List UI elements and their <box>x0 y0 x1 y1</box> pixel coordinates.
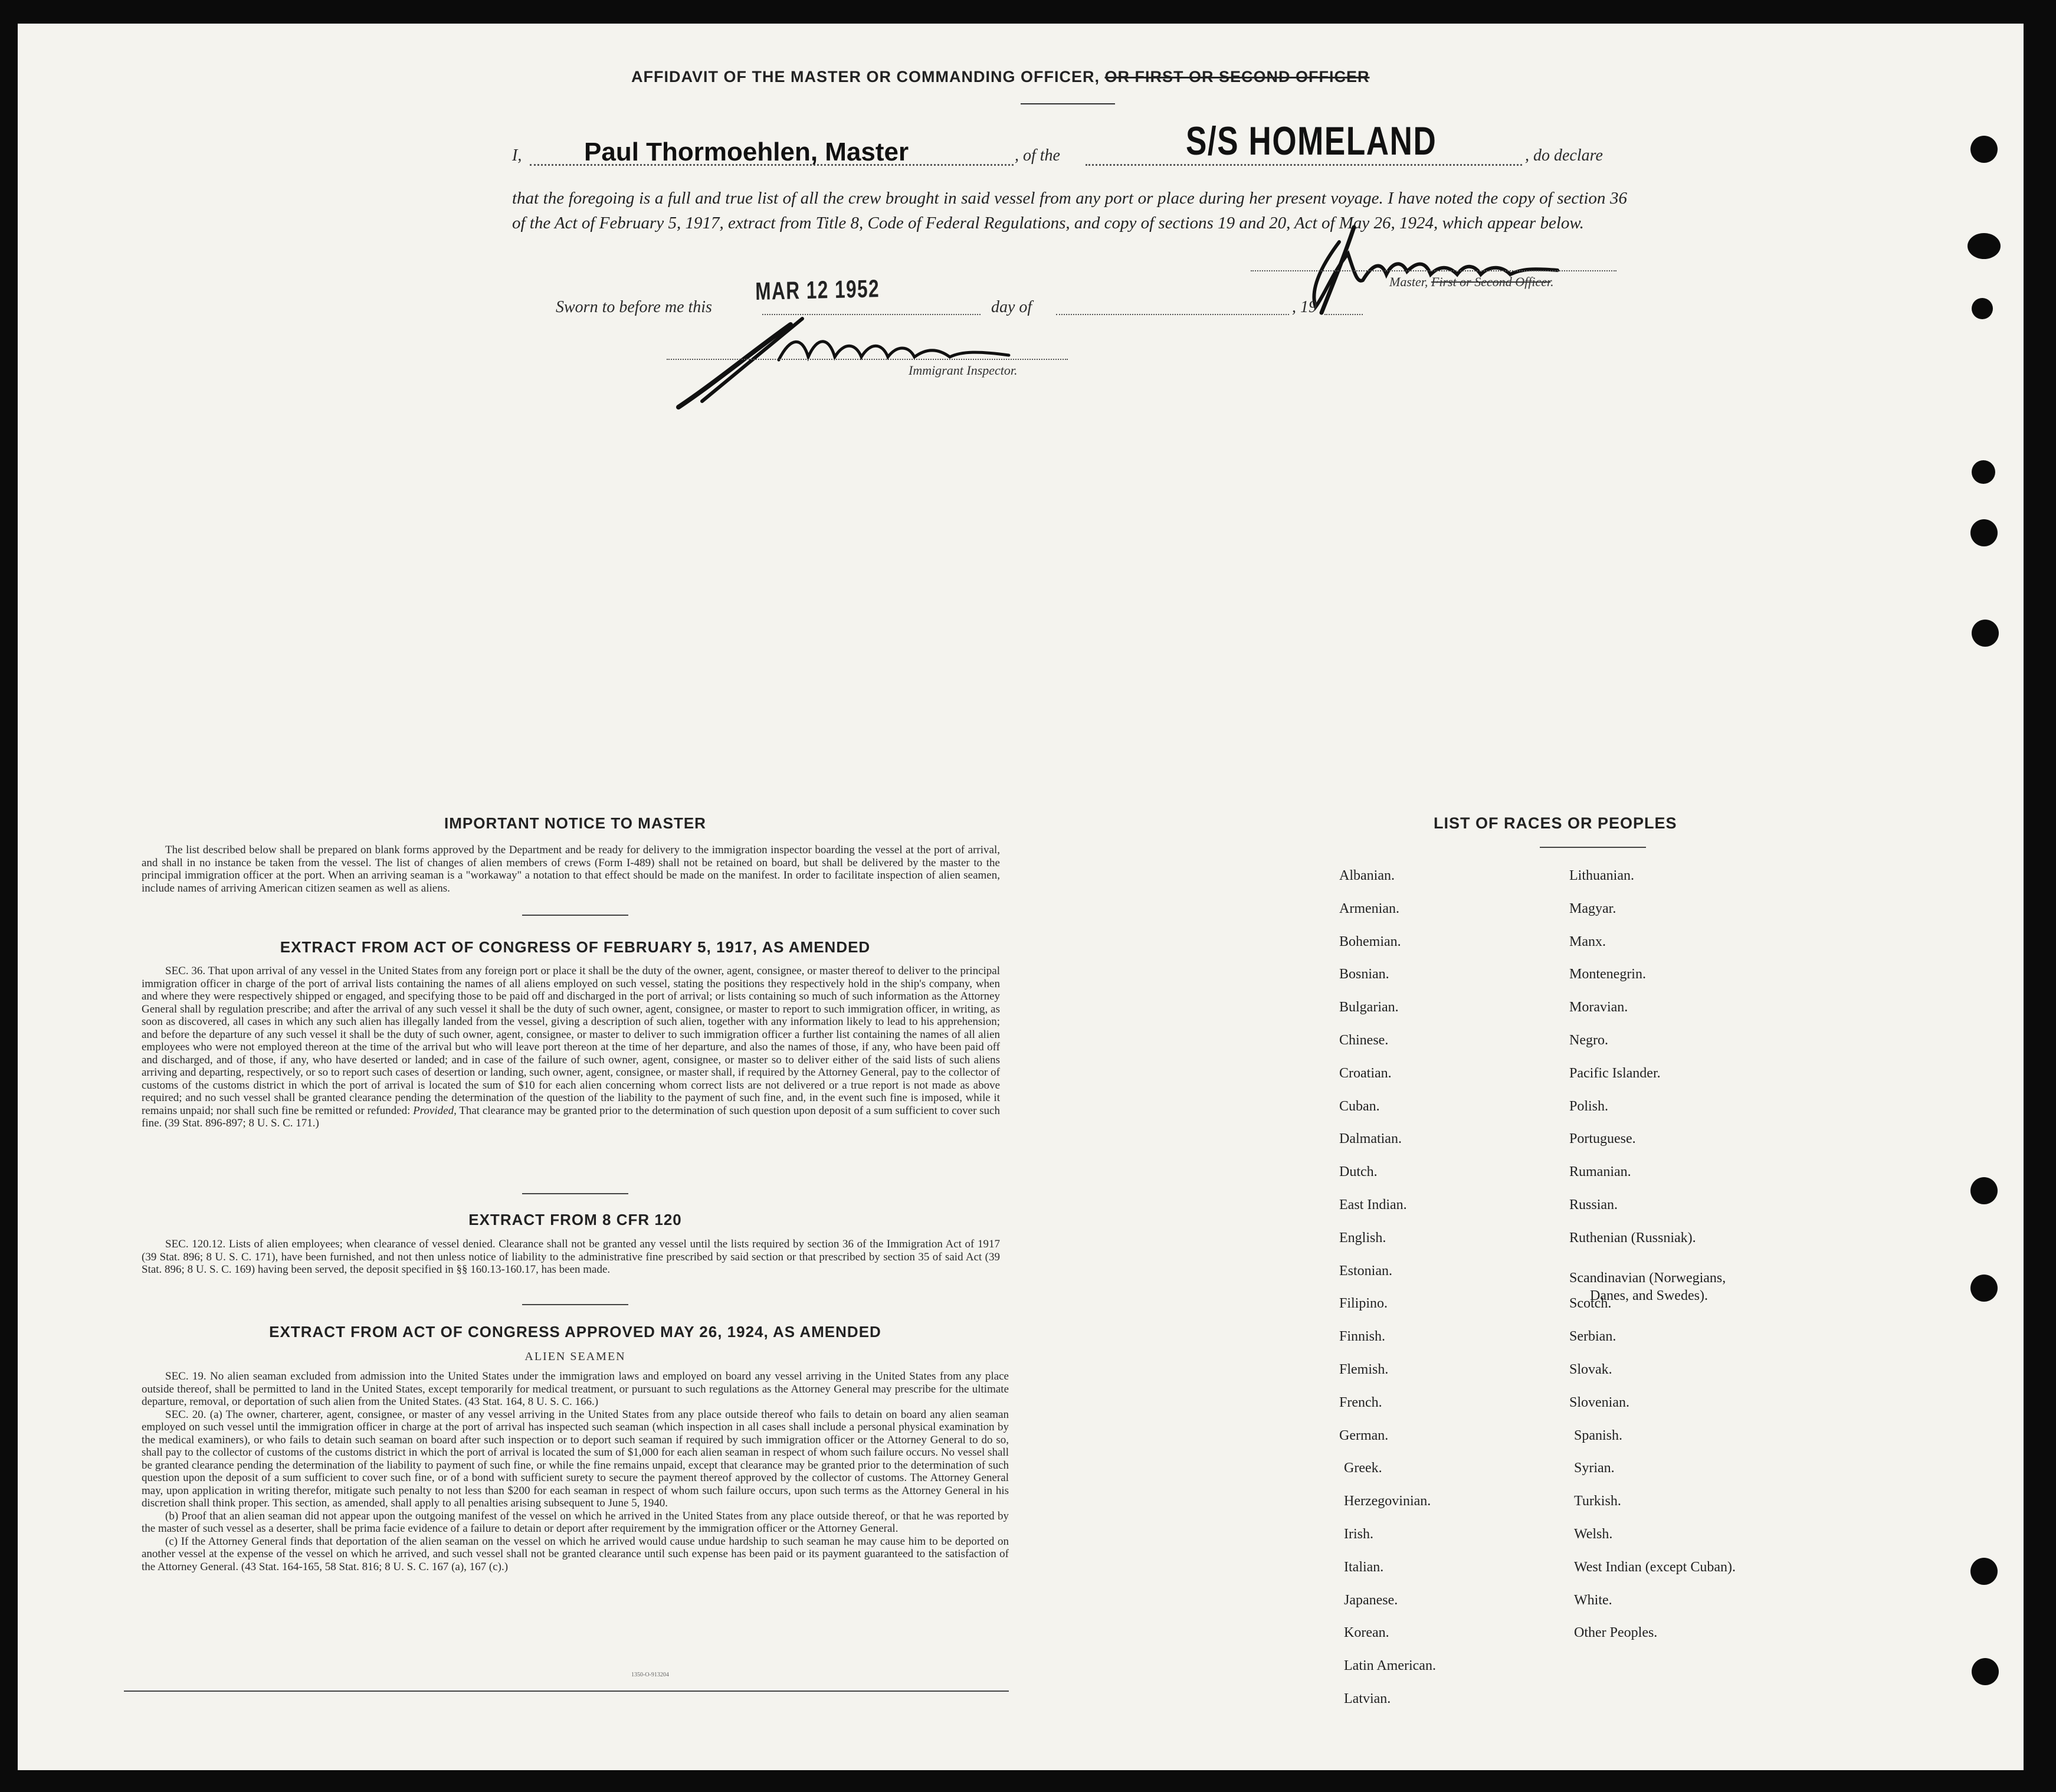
race-item: Irish. <box>1344 1526 1373 1542</box>
race-item: Spanish. <box>1574 1427 1623 1443</box>
race-item: Polish. <box>1569 1098 1609 1114</box>
divider <box>522 915 628 916</box>
race-item: Ruthenian (Russniak). <box>1569 1230 1696 1246</box>
master-sig-label: Master, First or Second Officer. <box>1389 274 1554 289</box>
race-item: Cuban. <box>1339 1098 1380 1114</box>
race-item: Bosnian. <box>1339 967 1389 982</box>
race-item: West Indian (except Cuban). <box>1574 1559 1736 1575</box>
punch-hole <box>1972 298 1993 319</box>
race-item: Pacific Islander. <box>1569 1065 1661 1081</box>
notice-text: The list described below shall be prepared on blank forms approved by the Department and be ready for delivery to the immigration inspector boarding the vessel at the port of arrival, and shall in no instance be taken from the vessel. The list of changes of alien members of crews (Form I-489) shall not be retained on board, but shall be delivered by the master to the principal immigration officer at the port. When an arriving seaman is a "workaway" a notation to that effect should be made on the manifest. In order to facilitate inspection of alien seamen, include names of arriving American citizen seamen as well as aliens. <box>142 844 1000 895</box>
punch-hole <box>1970 1558 1998 1585</box>
race-item: Italian. <box>1344 1559 1384 1575</box>
i-prefix: I, <box>512 146 522 165</box>
month-line <box>1056 314 1289 315</box>
race-item: Latin American. <box>1344 1658 1436 1674</box>
master-signature <box>1298 218 1593 319</box>
of-the-text: , of the <box>1015 146 1060 165</box>
race-item: Serbian. <box>1569 1329 1616 1345</box>
day-of-text: day of <box>991 298 1032 316</box>
extract-1917-heading: EXTRACT FROM ACT OF CONGRESS OF FEBRUARY 5, 1917, AS AMENDED <box>280 938 871 956</box>
race-item: Welsh. <box>1574 1526 1613 1542</box>
race-item: Scotch. <box>1569 1296 1612 1312</box>
race-item: Bohemian. <box>1339 933 1401 949</box>
race-item: Syrian. <box>1574 1460 1615 1476</box>
race-item: Lithuanian. <box>1569 868 1634 883</box>
do-declare-text: , do declare <box>1525 146 1603 165</box>
divider <box>522 1304 628 1305</box>
master-sig-line <box>1251 270 1616 271</box>
race-item: Chinese. <box>1339 1033 1389 1048</box>
ship-name: S/S HOMELAND <box>1186 119 1437 163</box>
vessel-line <box>1086 164 1522 166</box>
document-page <box>18 24 2024 1770</box>
extract-1917-text: SEC. 36. That upon arrival of any vessel in the United States from any foreign port or place it shall be the duty of the owner, agent, consignee, or master thereof to deliver to the principal immigration officer in charge of the port of arrival lists containing the names of all aliens employed on such vessel, stating the positions they respectively hold in the ship's company, when and where they were respectively shipped or engaged, and specifying those to be paid off and discharged in the port of arrival; or lists containing so much of such information as the Attorney General shall by regulation prescribe; and after the arrival of any such vessel it shall be the duty of such owner, agent, consignee, or master to report to such immigration officer, in writing, as soon as discovered, all cases in which any such alien has illegally landed from the vessel, giving a description of such alien, together with any information likely to lead to his apprehension; and before the departure of any such vessel it shall be the duty of such owner, agent, consignee, or master to deliver to such immigration officer a further list containing the names of all alien employees who were not employed thereon at the time of the arrival but who will leave port thereon at the time of her departure, and also the names of those, if any, who have been paid off and discharged, and of those, if any, who have deserted or landed; and in case of the failure of such owner, agent, consignee, or master so to deliver either of the said lists of such aliens arriving and departing, respectively, or so to report such cases of desertion or landing, such owner, agent, consignee, or master shall, if required by the Attorney General, pay to the collector of customs of the customs district in which the port of arrival is located the sum of $10 for each alien concerning whom correct lists are not delivered or a true report is not made as above required; and no such vessel shall be granted clearance pending the determination of the question of the liability to the payment of such fine, and, in the event such fine is imposed, while it remains unpaid; nor shall such fine be remitted or refunded: Provided, That clearance may be granted prior to the determination of such question upon deposit of a sum sufficient to cover such fine. (39 Stat. 896-897; 8 U. S. C. 171.) <box>142 965 1000 1129</box>
race-item: East Indian. <box>1339 1197 1407 1213</box>
race-item: Dutch. <box>1339 1164 1378 1180</box>
race-item: Danes, and Swedes). <box>1590 1288 1708 1303</box>
race-item: Bulgarian. <box>1339 1000 1399 1015</box>
race-item: Dalmatian. <box>1339 1131 1402 1147</box>
race-item: Flemish. <box>1339 1362 1389 1377</box>
cfr-text: SEC. 120.12. Lists of alien employees; when clearance of vessel denied. Clearance shall not be granted any vessel until the lists required by section 36 of the Immigration Act of 1917 (39 Stat. 896; 8 U. S. C. 171), have been furnished, and not then unless notice of liability to the administrative fine prescribed by said section or that prescribed by section 35 of said Act (39 Stat. 896; 8 U. S. C. 169) having been served, the deposit specified in §§ 160.13-160.17, has been made. <box>142 1238 1000 1276</box>
race-item: Finnish. <box>1339 1329 1386 1345</box>
punch-hole <box>1970 1275 1998 1302</box>
punch-hole <box>1968 233 2001 259</box>
punch-hole <box>1970 519 1998 546</box>
races-heading: LIST OF RACES OR PEOPLES <box>1434 814 1677 832</box>
inspector-label: Immigrant Inspector. <box>909 363 1018 378</box>
race-item: White. <box>1574 1592 1612 1608</box>
race-item: Latvian. <box>1344 1691 1391 1706</box>
race-item: Other Peoples. <box>1574 1625 1658 1641</box>
bottom-rule <box>124 1691 1009 1692</box>
race-item: Albanian. <box>1339 868 1395 883</box>
race-item: Moravian. <box>1569 1000 1628 1015</box>
race-item: Herzegovinian. <box>1344 1493 1431 1509</box>
divider <box>522 1193 628 1194</box>
race-item: Filipino. <box>1339 1296 1388 1312</box>
race-item: Portuguese. <box>1569 1131 1636 1147</box>
alien-seamen-subheading: ALIEN SEAMEN <box>524 1350 626 1363</box>
race-item: Croatian. <box>1339 1065 1392 1081</box>
race-item: Japanese. <box>1344 1592 1398 1608</box>
race-item: German. <box>1339 1427 1389 1443</box>
race-item: Armenian. <box>1339 900 1399 916</box>
race-item: Estonian. <box>1339 1263 1392 1279</box>
race-item: French. <box>1339 1394 1382 1410</box>
punch-hole <box>1972 460 1995 484</box>
race-item: Korean. <box>1344 1625 1389 1641</box>
punch-hole <box>1972 1658 1999 1685</box>
notice-heading: IMPORTANT NOTICE TO MASTER <box>444 814 706 832</box>
stamp-date: MAR 12 1952 <box>755 274 880 305</box>
extract-1924-heading: EXTRACT FROM ACT OF CONGRESS APPROVED MAY 26, 1924, AS AMENDED <box>269 1323 881 1341</box>
race-item: English. <box>1339 1230 1386 1246</box>
race-item: Scandinavian (Norwegians, <box>1569 1270 1726 1286</box>
punch-hole <box>1970 1177 1998 1204</box>
inspector-sig-line <box>667 359 1068 360</box>
race-item: Slovenian. <box>1569 1394 1629 1410</box>
race-item: Greek. <box>1344 1460 1382 1476</box>
race-item: Montenegrin. <box>1569 967 1646 982</box>
punch-hole <box>1970 136 1998 163</box>
title-rule <box>1021 103 1115 104</box>
year-line <box>1324 314 1363 315</box>
divider <box>1540 847 1646 848</box>
sworn-text: Sworn to before me this <box>556 298 712 316</box>
affidavit-title: AFFIDAVIT OF THE MASTER OR COMMANDING OFFICER, OR FIRST OR SECOND OFFICER <box>631 68 1370 86</box>
race-item: Magyar. <box>1569 900 1616 916</box>
inspector-signature <box>667 301 1080 419</box>
race-item: Turkish. <box>1574 1493 1621 1509</box>
master-name: Paul Thormoehlen, Master <box>584 137 909 166</box>
cfr-heading: EXTRACT FROM 8 CFR 120 <box>468 1211 682 1228</box>
punch-hole <box>1972 620 1999 647</box>
extract-1924-text: SEC. 19. No alien seaman excluded from admission into the United States under the immigration laws and employed on board any vessel arriving in the United States from any place outside thereof, shall be permitted to land in the United States, except temporarily for medical treatment, or pursuant to such regulations as the Attorney General may prescribe for the ultimate departure, removal, or deportation of such alien from the United States. (43 Stat. 164, 8 U. S. C. 166.) SEC. 20. (a) The owner, charterer, agent, consignee, or master of any vessel arriving in the United States from any place outside thereof who fails to detain on board any alien seaman employed on such vessel until the immigration officer in charge at the port of arrival has inspected such seaman (which inspection in all cases shall include a personal physical examination by the medical examiners), or who fails to detain such seaman on board after such inspection or to deport such seaman if required by such immigration officer or the Attorney General to do so, shall pay to the collector of customs of the customs district in which the port of arrival is located the sum of $1,000 for each alien seaman in respect of whom such failure occurs. No vessel shall be granted clearance pending the determination of the liability to payment of such fine, or while the fine remains unpaid, except that clearance may be granted prior to the determination of such question upon the deposit of a sum sufficient to cover such fine, or of a bond with sufficient surety to secure the payment thereof approved by the collector of customs. The Attorney General may, upon application in writing therefor, mitigate such penalty to not less than $200 for each seaman in respect of whom such failure occurs, upon such terms as the Attorney General in his discretion shall think proper. This section, as amended, shall apply to all penalties arising subsequent to June 5, 1940. (b) Proof that an alien seaman did not appear upon the outgoing manifest of the vessel on which he arrived in the United States from any place outside thereof, or that he was reported by the master of such vessel as a deserter, shall be prima facie evidence of a failure to detain or deport after requirement by the immigration officer or the Attorney General. (c) If the Attorney General finds that deportation of the alien seaman on the vessel on which he arrived would cause undue hardship to such seaman he may cause him to be deported on another vessel at the expense of the vessel on which he arrived, and such vessel shall not be granted clearance until such expense has been paid or its payment guaranteed to the satisfaction of the Attorney General. (43 Stat. 164-165, 58 Stat. 816; 8 U. S. C. 167 (a), 167 (c).) <box>142 1370 1009 1573</box>
race-item: Slovak. <box>1569 1362 1612 1377</box>
year-text: , 19 <box>1292 298 1317 316</box>
race-item: Negro. <box>1569 1033 1608 1048</box>
race-item: Russian. <box>1569 1197 1618 1213</box>
race-item: Manx. <box>1569 933 1606 949</box>
form-number: 1350-O-913204 <box>631 1672 669 1678</box>
affidavit-body: that the foregoing is a full and true list of all the crew brought in said vessel from any port or place during her present voyage. I have noted the copy of section 36 of the Act of February 5, 1917, extract from Title 8, Code of Federal Regulations, and copy of sections 19 and 20, Act of May 26, 1924, which appear below. <box>512 189 1627 232</box>
race-item: Rumanian. <box>1569 1164 1631 1180</box>
